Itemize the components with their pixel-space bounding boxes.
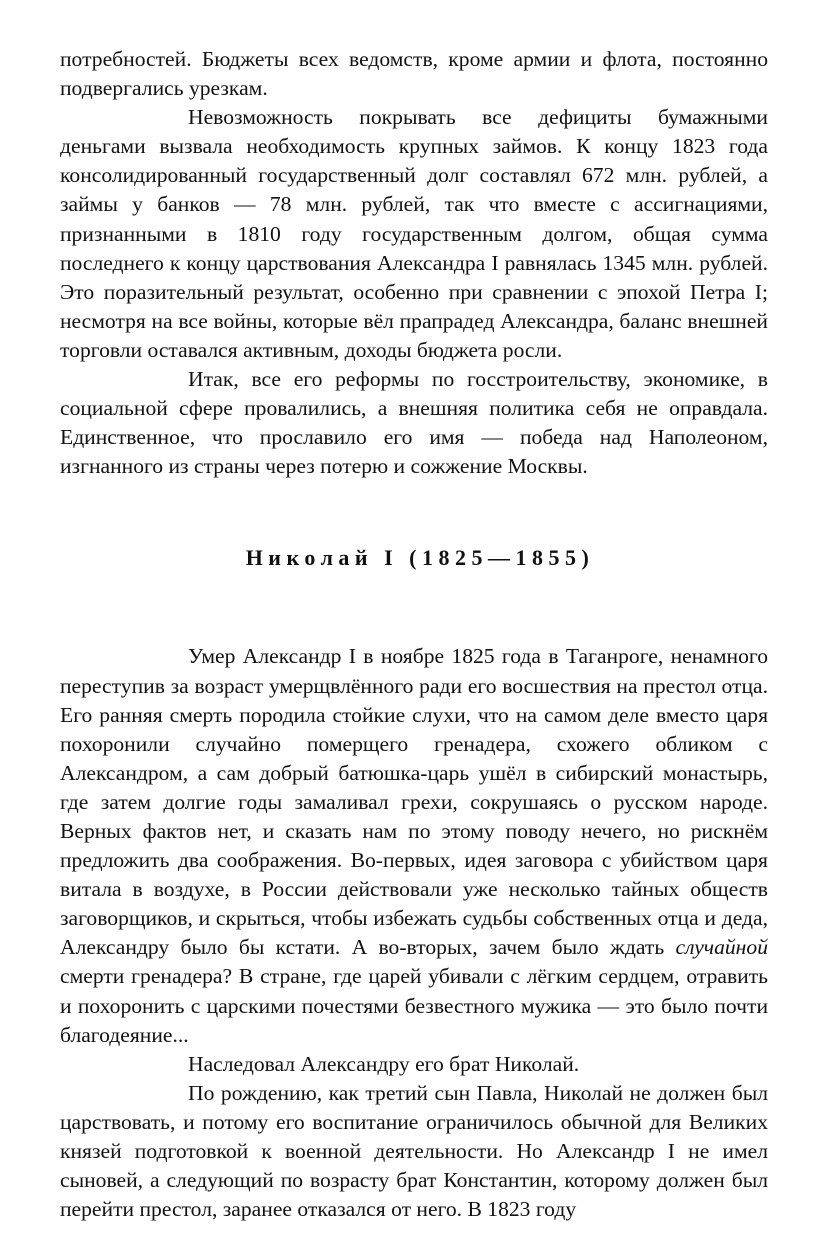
document-page [60, 45, 768, 1224]
section-heading: Николай I (1825—1855) [245, 545, 595, 571]
paragraph-nicholas-upbringing: По рождению, как третий сын Павла, Николай не должен был царствовать, и потому его воспитание ограничилось обычной для Великих князей подготовкой к военной деятельности. Но Александр I не имел сыновей, а следующий по возрасту брат Константин, которому должен был перейти престол, заранее отказался от него. В 1823 году [60, 1080, 768, 1222]
paragraph-succession: Наследовал Александру его брат Николай. [188, 1051, 580, 1076]
italic-word: случайной [675, 935, 768, 960]
paragraph-death-of-alexander [60, 642, 768, 1049]
paragraph-text: Умер Александр I в ноябре 1825 года в Таганроге, ненамного переступив за возраст умерщвлённого ради его восшествия на престол отца. Его ранняя смерть породила стойкие слухи, что на самом деле вместо царя похоронили случайно померщего гренадера, схожего обликом с Александром, а сам добрый батюшка-царь ушёл в сибирский монастырь, где затем долгие годы замаливал грехи, сокрушаясь о русском народе. Верных фактов нет, и сказать нам по этому поводу нечего, но рискнём предложить два соображения. Во-первых, идея заговора с убийством царя витала в воздухе, в России действовали уже несколько тайных обществ заговорщиков, и скрыться, чтобы избежать судьбы собственных отца и деда, Александру было бы кстати. А во-вторых, зачем было ждать [60, 644, 768, 960]
paragraph-text: смерти гренадера? В стране, где царей убивали с лёгким сердцем, отравить и похоронить с царскими почестями безвестного мужика — это было почти благодеяние... [60, 964, 768, 1047]
paragraph-state-debt: Невозможность покрывать все дефициты бумажными деньгами вызвала необходимость крупных займов. К концу 1823 года консолидированный государственный долг составлял 672 млн. рублей, а займы у банков — 78 млн. рублей, так что вместе с ассигнациями, признанными в 1810 году государственным долгом, общая сумма последнего к концу царствования Александра I равнялась 1345 млн. рублей. Это поразительный результат, особенно при сравнении с эпохой Петра I; несмотря на все войны, которые вёл прапрадед Александра, баланс внешней торговли оставался активным, доходы бюджета росли. [60, 105, 768, 362]
paragraph-budget-cuts: потребностей. Бюджеты всех ведомств, кроме армии и флота, постоянно подвергались урезкам. [60, 47, 768, 101]
paragraph-reforms-summary: Итак, все его реформы по госстроительству, экономике, в социальной сфере провалились, а внешняя политика себя не оправдала. Единственное, что прославило его имя — победа над Наполеоном, изгнанного из страны через потерю и сожжение Москвы. [60, 367, 768, 479]
